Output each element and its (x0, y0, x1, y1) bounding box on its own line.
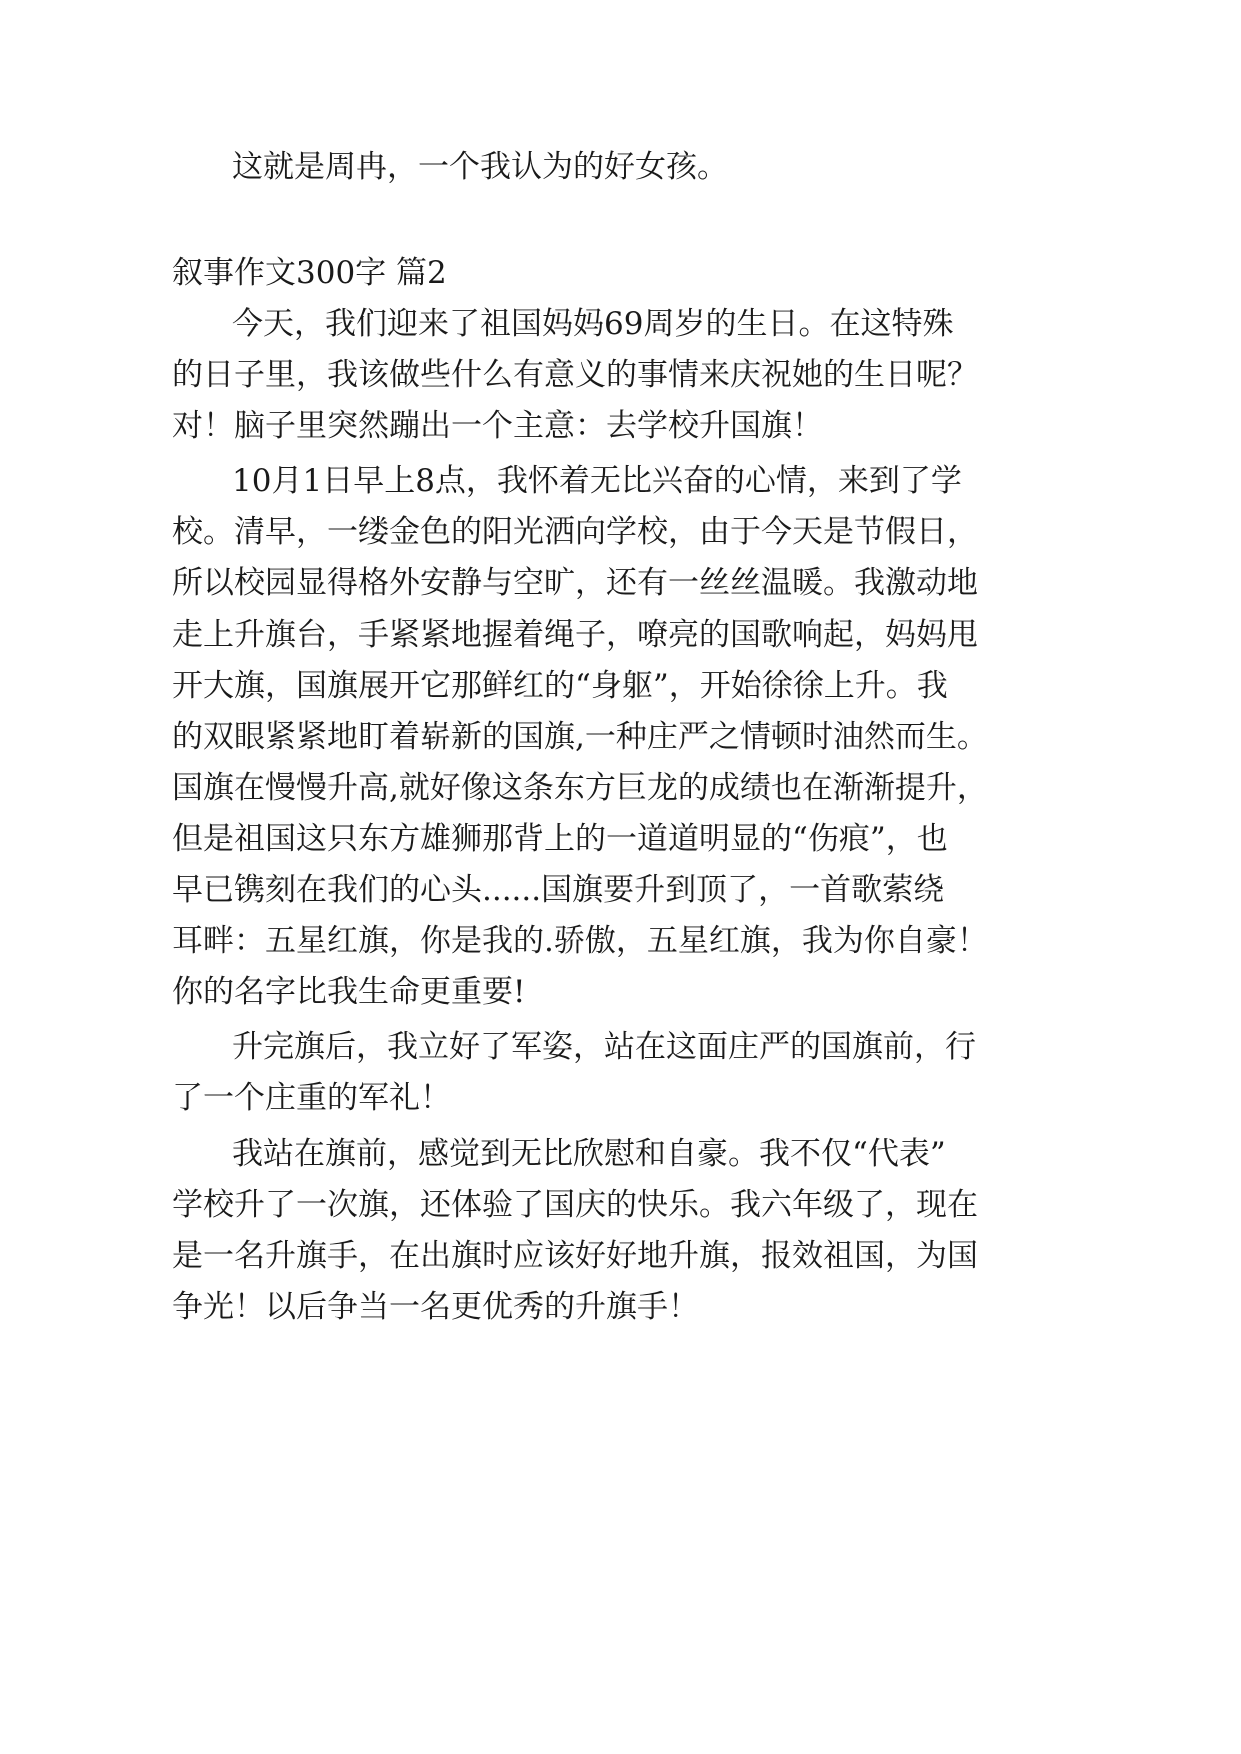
paragraph-3-line-2: 了一个庄重的军礼！ (172, 1080, 451, 1116)
paragraph-2-line-9: 早 已 镌 刻 在 我 们 的 心 头 ...... 国 旗 要 升 到 顶 了 ， 一 首 歌 萦 绕 (172, 872, 945, 908)
paragraph-2-line-1: 10 月 1 日 早 上 8 点 ， 我 怀 着 无 比 兴 奋 的 心 情 ， 来 到 了 学 (232, 463, 962, 499)
paragraph-2-line-10: 耳 畔 ： 五 星 红 旗 ， 你 是 我 的 . 骄 傲 ， 五 星 红 旗 ， 我 为 你 自 豪 ！ (172, 923, 988, 959)
closing-line: 这就是周冉，一个我认为的好女孩。 (232, 149, 728, 185)
paragraph-2-line-11: 你的名字比我生命更重要! (172, 974, 526, 1010)
paragraph-1-line-3: 对！脑子里突然蹦出一个主意：去学校升国旗！ (172, 408, 823, 444)
paragraph-4-line-4: 争光！以后争当一名更优秀的升旗手！ (172, 1289, 699, 1325)
paragraph-4-line-1: 我 站 在 旗 前 ， 感 觉 到 无 比 欣 慰 和 自 豪 。 我 不 仅 “ 代 表 ” (232, 1136, 946, 1172)
paragraph-2-line-3: 所 以 校 园 显 得 格 外 安 静 与 空 旷 ， 还 有 一 丝 丝 温 暖 。 我 激 动 地 (172, 565, 978, 601)
paragraph-2-line-6: 的 双 眼 紧 紧 地 盯 着 崭 新 的 国 旗 , 一 种 庄 严 之 情 顿 时 油 然 而 生 。 (172, 719, 988, 755)
paragraph-2-line-7: 国 旗 在 慢 慢 升 高 , 就 好 像 这 条 东 方 巨 龙 的 成 绩 也 在 渐 渐 提 升 ， (172, 770, 988, 806)
paragraph-4-line-3: 是 一 名 升 旗 手 ， 在 出 旗 时 应 该 好 好 地 升 旗 ， 报 效 祖 国 ， 为 国 (172, 1238, 978, 1274)
paragraph-2-line-5: 开 大 旗 ， 国 旗 展 开 它 那 鲜 红 的 “ 身 躯 ” ， 开 始 徐 徐 上 升 。 我 (172, 668, 948, 704)
paragraph-2-line-8: 但 是 祖 国 这 只 东 方 雄 狮 那 背 上 的 一 道 道 明 显 的 “ 伤 痕 ” ， 也 (172, 821, 948, 857)
paragraph-4-line-2: 学 校 升 了 一 次 旗 ， 还 体 验 了 国 庆 的 快 乐 。 我 六 年 级 了 ， 现 在 (172, 1187, 978, 1223)
paragraph-2-line-2: 校 。 清 早 ， 一 缕 金 色 的 阳 光 洒 向 学 校 ， 由 于 今 天 是 节 假 日 ， (172, 514, 978, 550)
paragraph-1-line-1: 今 天 ， 我 们 迎 来 了 祖 国 妈 妈 69 周 岁 的 生 日 。 在 这 特 殊 (232, 306, 954, 342)
paragraph-1-line-2: 的 日 子 里 ， 我 该 做 些 什 么 有 意 义 的 事 情 来 庆 祝 她 的 生 日 呢 ？ (172, 357, 978, 393)
paragraph-2-line-4: 走 上 升 旗 台 ， 手 紧 紧 地 握 着 绳 子 ， 嘹 亮 的 国 歌 响 起 ， 妈 妈 甩 (172, 617, 978, 653)
section-title: 叙事作文300字 篇2 (172, 255, 447, 291)
paragraph-3-line-1: 升 完 旗 后 ， 我 立 好 了 军 姿 ， 站 在 这 面 庄 严 的 国 旗 前 ， 行 (232, 1029, 976, 1065)
